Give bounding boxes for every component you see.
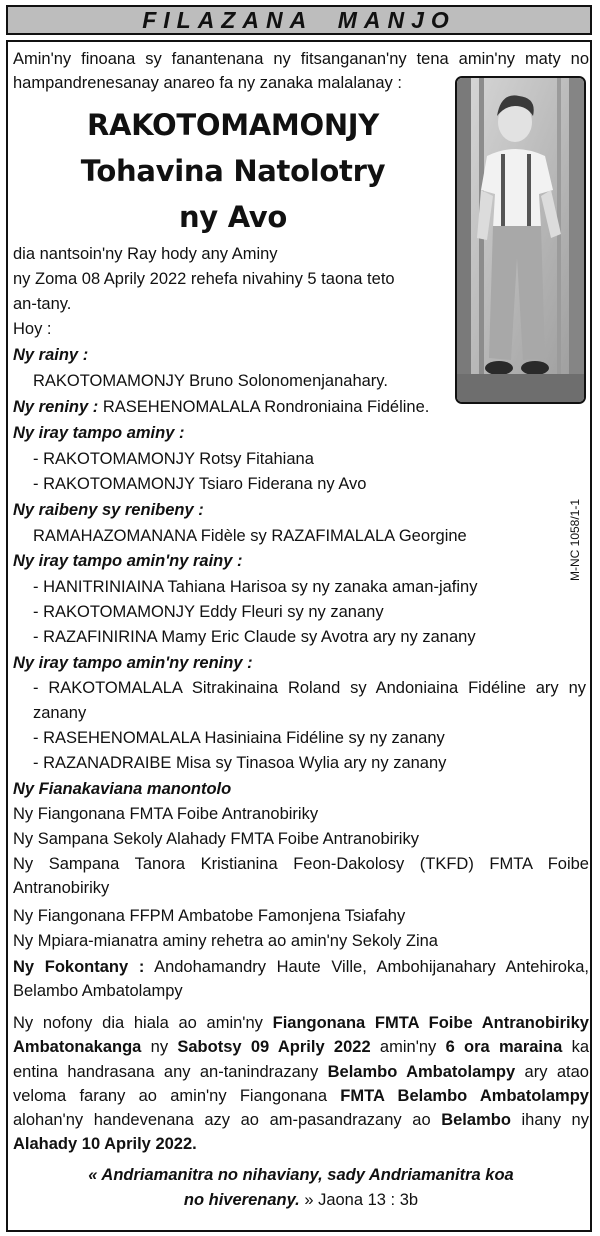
child-portrait-image — [457, 78, 584, 402]
paternal-item: - RAZAFINIRINA Mamy Eric Claude sy Avotra ary ny zanany — [33, 628, 476, 646]
fokontany-line — [13, 955, 589, 1003]
verse-line-1: « Andriamanitra no nihaviany, sady Andriamanitra koa — [88, 1166, 514, 1184]
funeral-text: ny — [141, 1038, 178, 1057]
funeral-details — [13, 1011, 589, 1157]
sibling-item: - RAKOTOMAMONJY Tsiaro Fiderana ny Avo — [33, 475, 367, 493]
notice-header — [6, 5, 592, 35]
grandparents-label: Ny raibeny sy renibeny : — [13, 501, 204, 519]
community-item: Ny Fiangonana FMTA Foibe Antranobiriky — [13, 805, 319, 823]
intro-line-2: hampandrenesanay anareo fa ny zanaka malalanay : — [13, 74, 402, 92]
paternal-item: - RAKOTOMAMONJY Eddy Fleuri sy ny zanany — [33, 603, 384, 621]
funeral-text: Ny nofony dia hiala ao amin'ny — [13, 1014, 273, 1032]
mother-name: RASEHENOMALALA Rondroniaina Fidéline. — [102, 398, 430, 416]
notice-title: FILAZANA MANJO — [142, 6, 456, 33]
death-line-2: ny Zoma 08 Aprily 2022 rehefa nivahiny 5 taona teto — [13, 270, 395, 288]
fokontany-label: Ny Fokontany : — [13, 958, 145, 976]
reference-code: M-NC 1058/1-1 — [568, 498, 582, 582]
paternal-siblings-label: Ny iray tampo amin'ny rainy : — [13, 552, 243, 570]
burial-date: Alahady 10 Aprily 2022. — [13, 1135, 197, 1154]
funeral-church: Fiangonana FMTA Foibe Antranobiriky Ambatonakanga — [13, 1014, 589, 1057]
funeral-date: Sabotsy 09 Aprily 2022 — [177, 1038, 371, 1057]
siblings-label: Ny iray tampo aminy : — [13, 424, 185, 442]
verse-line-2 — [13, 1188, 589, 1212]
verse-reference: » Jaona 13 : 3b — [299, 1191, 419, 1209]
mother-label: Ny reniny : — [13, 398, 99, 416]
community-item: Ny Mpiara-mianatra aminy rehetra ao amin'ny Sekoly Zina — [13, 932, 438, 950]
deceased-given-names: Tohavina Natolotry — [80, 154, 386, 188]
father-label: Ny rainy : — [13, 346, 89, 364]
funeral-text: alohan'ny handevenana azy ao am-pasandrazany ao — [13, 1111, 442, 1130]
death-line-3: an-tany. — [13, 295, 72, 313]
grandparents-names: RAMAHAZOMANANA Fidèle sy RAZAFIMALALA Georgine — [33, 527, 467, 545]
tomb-place: Belambo — [441, 1111, 511, 1130]
deceased-surname: RAKOTOMAMONJY — [86, 108, 379, 142]
deceased-given-names-2: ny Avo — [178, 200, 288, 234]
fokontany-value: Andohamandry Haute Ville, Ambohijanahary Antehiroka, Belambo Ambatolampy — [13, 958, 589, 1000]
burial-place: Belambo Ambatolampy — [327, 1062, 516, 1081]
intro-line-1: Amin'ny finoana sy fanantenana ny fitsanganan'ny tena amin'ny maty no — [13, 50, 589, 68]
funeral-text: amin'ny — [370, 1038, 446, 1057]
maternal-siblings-label: Ny iray tampo amin'ny reniny : — [13, 654, 253, 672]
maternal-item-1-cont: zanany — [33, 704, 87, 722]
father-name: RAKOTOMAMONJY Bruno Solonomenjanahary. — [33, 372, 388, 390]
deceased-name — [13, 102, 453, 240]
death-line-1: dia nantsoin'ny Ray hody any Aminy — [13, 245, 278, 263]
community-item: Ny Fiangonana FFPM Ambatobe Famonjena Tsiafahy — [13, 907, 406, 925]
maternal-item-2: - RASEHENOMALALA Hasiniaina Fidéline sy ny zanany — [33, 729, 445, 747]
portrait-photo — [455, 76, 586, 404]
community-item: Ny Sampana Tanora Kristianina Feon-Dakolosy (TKFD) FMTA Foibe Antranobiriky — [13, 855, 589, 897]
farewell-church: FMTA Belambo Ambatolampy — [340, 1086, 589, 1105]
community-label: Ny Fianakaviana manontolo — [13, 780, 232, 798]
paternal-item: - HANITRINIAINA Tahiana Harisoa sy ny zanaka aman-jafiny — [33, 578, 478, 596]
funeral-text: ary atao veloma farany ao amin'ny Fiangonana — [13, 1062, 589, 1105]
funeral-time: 6 ora maraina — [445, 1038, 563, 1057]
community-item: Ny Sampana Sekoly Alahady FMTA Foibe Antranobiriky — [13, 830, 419, 848]
death-line-4: Hoy : — [13, 320, 52, 338]
funeral-text: ka entina handrasana any an-tanindrazany — [13, 1038, 589, 1081]
maternal-item-3: - RAZANADRAIBE Misa sy Tinasoa Wylia ary ny zanany — [33, 754, 447, 772]
funeral-text: ihany ny — [510, 1111, 589, 1130]
verse-quote: no hiverenany. — [183, 1191, 300, 1209]
mother-line — [13, 395, 429, 419]
maternal-item-1: - RAKOTOMALALA Sitrakinaina Roland sy Andoniaina Fidéline ary ny — [33, 679, 586, 697]
sibling-item: - RAKOTOMAMONJY Rotsy Fitahiana — [33, 450, 314, 468]
